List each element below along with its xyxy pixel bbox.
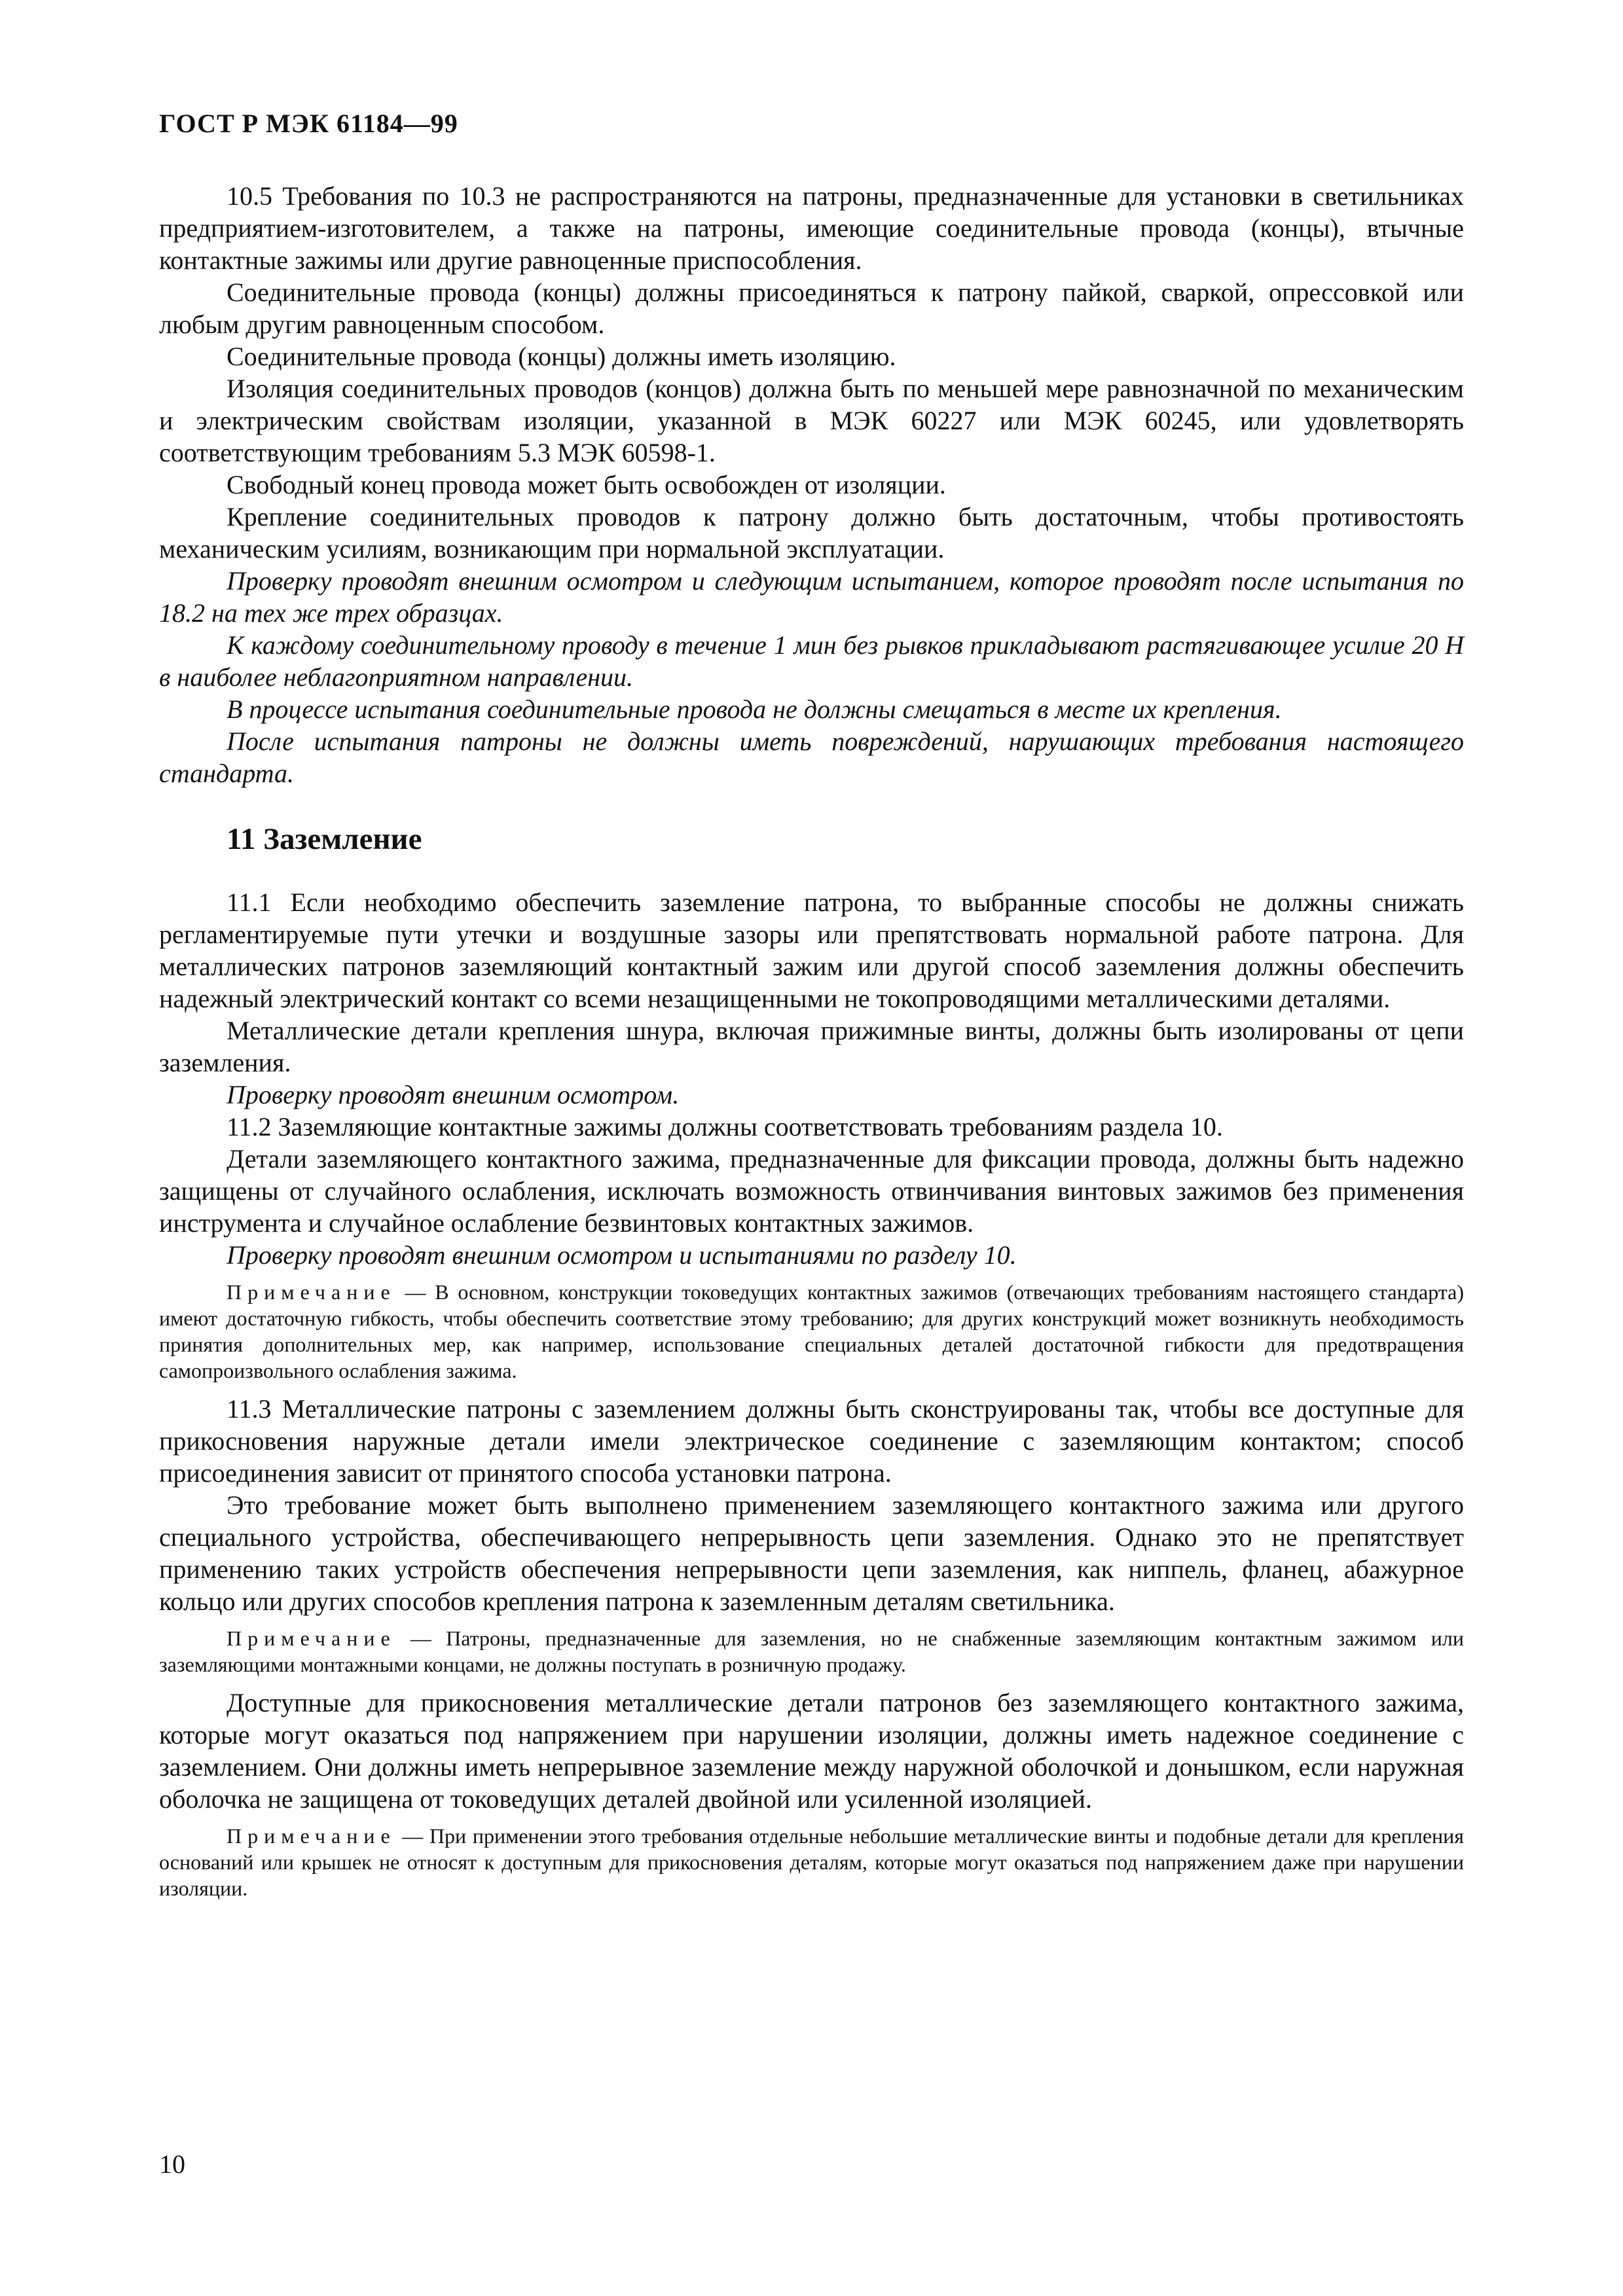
note-label: Примечание [227, 1280, 396, 1304]
paragraph-check-section-10: Проверку проводят внешним осмотром и испытаниями по разделу 10. [227, 1240, 1017, 1270]
note-3 [159, 1823, 1464, 1901]
note-text: — Патроны, предназначенные для заземления, но не снабженные заземляющим контактным зажимом или заземляющими монтажными концами, не должны поступать в розничную продажу. [159, 1626, 1464, 1676]
paragraph-fixing-strength: Крепление соединительных проводов к патрону должно быть достаточным, чтобы противостоять механическим усилиям, возникающим при нормальной эксплуатации. [159, 502, 1464, 564]
document-header: ГОСТ Р МЭК 61184—99 [159, 109, 458, 138]
paragraph-10-5: 10.5 Требования по 10.3 не распространяются на патроны, предназначенные для установки в светильниках предприятием-изготовителем, а также на патроны, имеющие соединительные провода (концы), втычные контактные зажимы или другие равноценные приспособления. [159, 181, 1464, 275]
note-2 [159, 1625, 1464, 1677]
paragraph-connection-method: Соединительные провода (концы) должны присоединяться к патрону пайкой, сваркой, опрессовкой или любым другим равноценным способом. [159, 278, 1464, 339]
paragraph-accessible-metal-parts: Доступные для прикосновения металлические детали патронов без заземляющего контактного зажима, которые могут оказаться под напряжением при нарушении изоляции, должны иметь надежное соединение с заземлением. Они должны иметь непрерывное заземление между наружной оболочкой и донышком, если наружная оболочка не защищена от токоведущих деталей двойной или усиленной изоляцией. [159, 1688, 1464, 1814]
paragraph-insulation-properties: Изоляция соединительных проводов (концов) должна быть по меньшей мере равнозначной по механическим и электрическим свойствам изоляции, указанной в МЭК 60227 или МЭК 60245, или удовлетворять соответствующим требованиям 5.3 МЭК 60598-1. [159, 374, 1464, 467]
paragraph-clamp-parts: Детали заземляющего контактного зажима, предназначенные для фиксации провода, должны быть надежно защищены от случайного ослабления, исключать возможность отвинчивания винтовых зажимов без применения инструмента и случайное ослабление безвинтовых контактных зажимов. [159, 1144, 1464, 1238]
paragraph-no-displacement: В процессе испытания соединительные провода не должны смещаться в месте их крепления. [227, 694, 1282, 724]
paragraph-insulation-required: Соединительные провода (концы) должны иметь изоляцию. [227, 342, 896, 371]
paragraph-no-damage: После испытания патроны не должны иметь повреждений, нарушающих требования настоящего стандарта. [159, 726, 1464, 788]
section-heading-grounding: 11 Заземление [227, 822, 422, 856]
paragraph-visual-check: Проверку проводят внешним осмотром. [227, 1080, 680, 1109]
paragraph-cord-fixing-parts: Металлические детали крепления шнура, включая прижимные винты, должны быть изолированы от цепи заземления. [159, 1016, 1464, 1077]
paragraph-pull-test: К каждому соединительному проводу в течение 1 мин без рывков прикладывают растягивающее усилие 20 Н в наиболее неблагоприятном направлении. [159, 630, 1464, 692]
paragraph-grounding-continuity: Это требование может быть выполнено применением заземляющего контактного зажима или другого специального устройства, обеспечивающего непрерывность цепи заземления. Однако это не препятствует применению таких устройств обеспечения непрерывности цепи заземления, как ниппель, фланец, абажурное кольцо или других способов крепления патрона к заземленным деталям светильника. [159, 1490, 1464, 1616]
note-1 [159, 1279, 1464, 1384]
note-label: Примечание [227, 1626, 396, 1650]
paragraph-11-3: 11.3 Металлические патроны с заземлением должны быть сконструированы так, чтобы все доступные для прикосновения наружные детали имели электрическое соединение с заземляющим контактом; способ присоединения зависит от принятого способа установки патрона. [159, 1394, 1464, 1488]
note-text: — В основном, конструкции токоведущих контактных зажимов (отвечающих требованиям настоящего стандарта) имеют достаточную гибкость, чтобы обеспечить соответствие этому требованию; для других конструкций может возникнуть необходимость принятия дополнительных мер, как например, использование специальных деталей достаточной гибкости для предотвращения самопроизвольного ослабления зажима. [159, 1280, 1464, 1382]
page-number: 10 [159, 2149, 185, 2179]
paragraph-11-2: 11.2 Заземляющие контактные зажимы должны соответствовать требованиям раздела 10. [227, 1112, 1223, 1141]
document-body [159, 180, 1464, 1910]
note-label: Примечание [227, 1824, 396, 1848]
paragraph-check-method: Проверку проводят внешним осмотром и следующим испытанием, которое проводят после испытания по 18.2 на тех же трех образцах. [159, 566, 1464, 628]
paragraph-11-1: 11.1 Если необходимо обеспечить заземление патрона, то выбранные способы не должны снижать регламентируемые пути утечки и воздушные зазоры или препятствовать нормальной работе патрона. Для металлических патронов заземляющий контактный зажим или другой способ заземления должны обеспечить надежный электрический контакт со всеми незащищенными не токопроводящими металлическими деталями. [159, 888, 1464, 1013]
paragraph-free-end: Свободный конец провода может быть освобожден от изоляции. [227, 470, 946, 499]
note-text: — При применении этого требования отдельные небольшие металлические винты и подобные детали для крепления оснований или крышек не относят к доступным для прикосновения деталям, которые могут оказаться под напряжением даже при нарушении изоляции. [159, 1824, 1464, 1900]
